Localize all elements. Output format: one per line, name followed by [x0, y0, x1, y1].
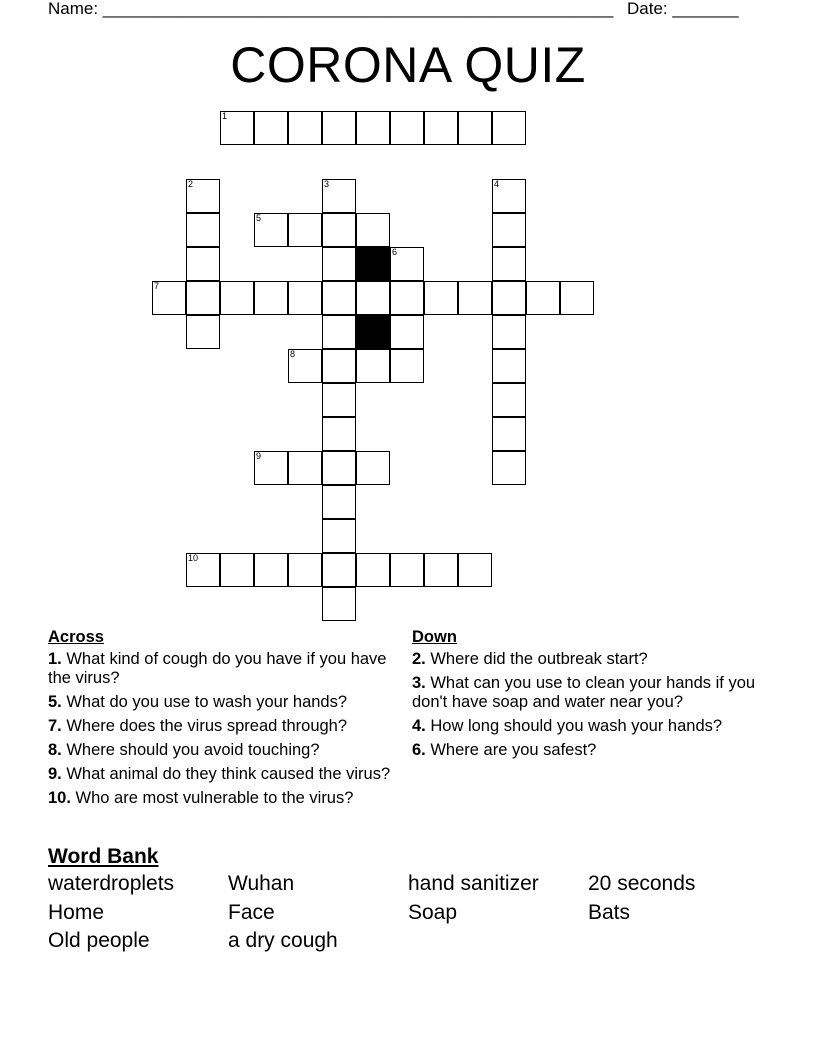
crossword-cell[interactable] — [288, 281, 322, 315]
crossword-cell[interactable] — [254, 451, 288, 485]
clue-number: 4 — [494, 179, 500, 189]
across-clues — [48, 628, 403, 813]
crossword-cell[interactable] — [220, 553, 254, 587]
across-clue: 7. Where does the virus spread through? — [48, 717, 348, 735]
crossword-cell[interactable] — [458, 111, 492, 145]
crossword-cell[interactable] — [322, 247, 356, 281]
crossword-cell[interactable] — [254, 281, 288, 315]
word-bank-item: Wuhan — [228, 872, 295, 895]
crossword-cell[interactable] — [492, 111, 526, 145]
crossword-cell[interactable] — [322, 213, 356, 247]
crossword-cell[interactable] — [390, 349, 424, 383]
crossword-cell[interactable] — [424, 553, 458, 587]
crossword-cell[interactable] — [152, 281, 186, 315]
crossword-cell[interactable] — [186, 179, 220, 213]
clue-number: 8 — [290, 349, 296, 359]
crossword-cell[interactable] — [560, 281, 594, 315]
crossword-cell[interactable] — [492, 315, 526, 349]
crossword-cell[interactable] — [288, 451, 322, 485]
word-bank-item: Soap — [408, 900, 458, 924]
word-bank-item: Home — [48, 900, 105, 924]
crossword-cell[interactable] — [492, 349, 526, 383]
word-bank-item: a dry cough — [228, 929, 338, 952]
crossword-cell[interactable] — [356, 553, 390, 587]
clue-number: 7 — [154, 281, 160, 291]
crossword-cell[interactable] — [492, 383, 526, 417]
crossword-cell[interactable] — [186, 247, 220, 281]
crossword-cell[interactable] — [458, 281, 492, 315]
crossword-cell[interactable] — [288, 349, 322, 383]
crossword-cell[interactable] — [220, 111, 254, 145]
page-title: CORONA QUIZ — [230, 37, 586, 93]
crossword-cell[interactable] — [390, 315, 424, 349]
clue-number: 2 — [188, 179, 194, 189]
word-bank-item: waterdroplets — [48, 872, 175, 895]
crossword-cell[interactable] — [254, 553, 288, 587]
crossword-cell[interactable] — [390, 281, 424, 315]
crossword-cell[interactable] — [356, 451, 390, 485]
crossword-cell[interactable] — [322, 383, 356, 417]
crossword-cell[interactable] — [390, 553, 424, 587]
crossword-cell[interactable] — [390, 111, 424, 145]
crossword-cell[interactable] — [322, 519, 356, 553]
across-clue: 8. Where should you avoid touching? — [48, 741, 320, 759]
clue-number: 6 — [392, 247, 398, 257]
crossword-cell[interactable] — [390, 247, 424, 281]
word-bank-item: Old people — [48, 929, 150, 952]
clue-number: 3 — [324, 179, 330, 189]
word-bank-item: Face — [228, 900, 275, 924]
word-bank-item: hand sanitizer — [408, 872, 539, 895]
crossword-cell[interactable] — [458, 553, 492, 587]
crossword-cell[interactable] — [186, 281, 220, 315]
crossword-cell[interactable] — [322, 281, 356, 315]
crossword-black-cell — [356, 315, 390, 349]
down-clue: 2. Where did the outbreak start? — [412, 650, 648, 668]
crossword-cell[interactable] — [322, 553, 356, 587]
across-clue: 5. What do you use to wash your hands? — [48, 693, 348, 711]
down-clue: 6. Where are you safest? — [412, 741, 597, 759]
clue-number: 1 — [222, 111, 228, 121]
crossword-cell[interactable] — [424, 281, 458, 315]
crossword-cell[interactable] — [322, 485, 356, 519]
across-clue: 9. What animal do they think caused the virus? — [48, 765, 391, 783]
crossword-cell[interactable] — [186, 213, 220, 247]
crossword-cell[interactable] — [322, 111, 356, 145]
crossword-cell[interactable] — [322, 417, 356, 451]
crossword-cell[interactable] — [492, 179, 526, 213]
across-clue: 1. What kind of cough do you have if you have the virus? — [48, 650, 387, 687]
clue-number: 10 — [188, 553, 199, 563]
crossword-cell[interactable] — [492, 213, 526, 247]
crossword-cell[interactable] — [492, 247, 526, 281]
crossword-cell[interactable] — [288, 213, 322, 247]
crossword-cell[interactable] — [356, 349, 390, 383]
date-line: Date: _______ — [627, 0, 739, 18]
crossword-cell[interactable] — [186, 553, 220, 587]
down-clue: 3. What can you use to clean your hands if you don't have soap and water near you? — [412, 674, 756, 711]
crossword-cell[interactable] — [322, 451, 356, 485]
crossword-cell[interactable] — [322, 315, 356, 349]
down-heading: Down — [412, 628, 457, 646]
word-bank-title: Word Bank — [48, 845, 159, 868]
word-bank-item: Bats — [588, 900, 631, 924]
crossword-cell[interactable] — [492, 451, 526, 485]
word-bank-item: 20 seconds — [588, 872, 696, 895]
down-clues — [412, 628, 772, 765]
crossword-cell[interactable] — [356, 111, 390, 145]
crossword-black-cell — [356, 247, 390, 281]
crossword-cell[interactable] — [186, 315, 220, 349]
crossword-cell[interactable] — [254, 111, 288, 145]
crossword-cell[interactable] — [288, 111, 322, 145]
across-clue: 10. Who are most vulnerable to the virus? — [48, 789, 354, 807]
crossword-cell[interactable] — [322, 179, 356, 213]
clue-number: 9 — [256, 451, 262, 461]
crossword-cell[interactable] — [356, 281, 390, 315]
crossword-cell[interactable] — [254, 213, 288, 247]
name-line: Name: ______________________________________________________ — [48, 0, 614, 18]
crossword-cell[interactable] — [322, 349, 356, 383]
crossword-cell[interactable] — [492, 281, 526, 315]
clue-number: 5 — [256, 213, 262, 223]
crossword-cell[interactable] — [356, 213, 390, 247]
crossword-cell[interactable] — [288, 553, 322, 587]
across-heading: Across — [48, 628, 104, 646]
crossword-cell[interactable] — [220, 281, 254, 315]
crossword-cell[interactable] — [322, 587, 356, 621]
word-bank — [48, 872, 788, 958]
crossword-cell[interactable] — [492, 417, 526, 451]
down-clue: 4. How long should you wash your hands? — [412, 717, 723, 735]
crossword-cell[interactable] — [424, 111, 458, 145]
crossword-cell[interactable] — [526, 281, 560, 315]
